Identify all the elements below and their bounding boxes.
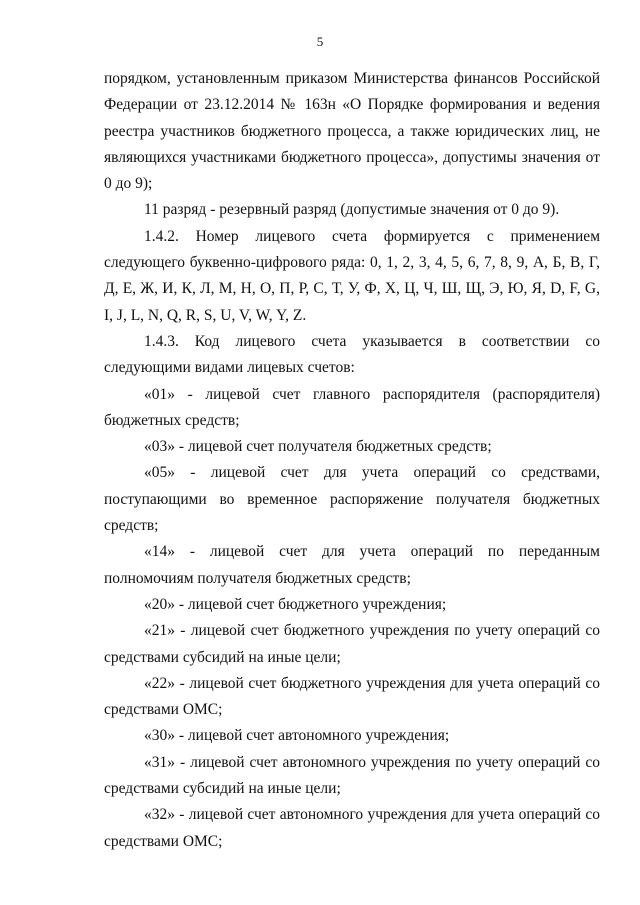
list-item-20: «20» - лицевой счет бюджетного учреждения;	[144, 595, 447, 613]
list-item-32: «32» - лицевой счет автономного учреждения для учета операций со средствами ОМС;	[104, 806, 600, 850]
list-item-05: «05» - лицевой счет для учета операций со средствами, поступающими во временное распоряжение получателя бюджетных средств;	[104, 464, 600, 535]
list-item-21: «21» - лицевой счет бюджетного учреждения по учету операций со средствами субсидий на иные цели;	[104, 622, 600, 666]
document-body	[104, 66, 600, 855]
paragraph-continuation: порядком, установленным приказом Министерства финансов Российской Федерации от 23.12.2014 № 163н «О Порядке формирования и ведения реестра участников бюджетного процесса, а также юридических лиц, не являющихся участниками бюджетного процесса», допустимы значения от 0 до 9);	[104, 70, 600, 193]
paragraph-1-4-2: 1.4.2. Номер лицевого счета формируется с применением следующего буквенно-цифрового ряда: 0, 1, 2, 3, 4, 5, 6, 7, 8, 9, А, Б, В, Г, Д, Е, Ж, И, К, Л, М, Н, О, П, Р, С, Т, У, Ф, Х, Ц, Ч, Ш, Щ, Э, Ю, Я, D, F, G, I, J, L, N, Q, R, S, U, V, W, Y, Z.	[104, 227, 600, 324]
list-item-14: «14» - лицевой счет для учета операций по переданным полномочиям получателя бюджетных средств;	[104, 543, 600, 587]
list-item-01: «01» - лицевой счет главного распорядителя (распорядителя) бюджетных средств;	[104, 385, 600, 429]
page-number: 5	[316, 34, 324, 49]
paragraph-1-4-3: 1.4.3. Код лицевого счета указывается в соответствии со следующими видами лицевых счетов:	[104, 332, 600, 377]
list-item-03: «03» - лицевой счет получателя бюджетных средств;	[144, 438, 492, 456]
paragraph-reserved-digit: 11 разряд - резервный разряд (допустимые значения от 0 до 9).	[144, 201, 560, 219]
list-item-31: «31» - лицевой счет автономного учреждения по учету операций со средствами субсидий на иные цели;	[104, 753, 600, 798]
list-item-30: «30» - лицевой счет автономного учреждения;	[144, 727, 450, 745]
list-item-22: «22» - лицевой счет бюджетного учреждения для учета операций со средствами ОМС;	[104, 674, 600, 719]
